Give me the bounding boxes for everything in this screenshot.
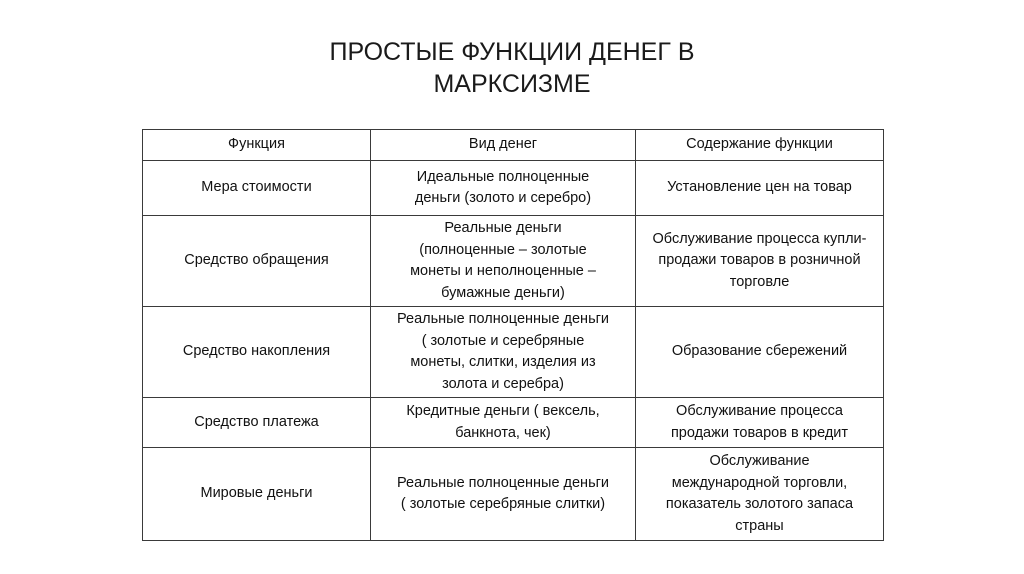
table-header-row [143,130,884,161]
cell-line: продажи товаров в кредит [670,424,849,441]
cell-money-type [371,398,636,448]
header-function: Функция [143,130,371,161]
cell-function: Средство платежа [143,398,371,448]
cell-content [636,307,884,398]
cell-line: (полноценные – золотые [419,241,587,258]
cell-line: бумажные деньги) [441,284,565,301]
table-row [143,161,884,216]
cell-money-type [371,216,636,307]
cell-content [636,161,884,216]
cell-content [636,448,884,541]
cell-line: ( золотые и серебряные [421,332,585,349]
cell-line: золота и серебра) [442,375,564,392]
cell-line: ( золотые серебряные слитки) [400,496,606,512]
cell-line: продажи товаров в розничной [658,252,861,269]
cell-line: монеты и неполноценные – [410,263,596,279]
cell-line: Реальные полноценные деньги [396,311,610,327]
cell-money-type [371,448,636,541]
cell-line: Реальные деньги [444,220,562,236]
cell-line: Реальные полноценные деньги [396,474,610,491]
cell-function: Средство накопления [143,307,371,398]
table-row [143,398,884,448]
table-row [143,216,884,307]
slide-title-line-2: МАРКСИЗМЕ [433,70,591,98]
cell-line: Идеальные полноценные [416,168,590,185]
cell-function: Мировые деньги [143,448,371,541]
cell-line: Обслуживание процесса купли- [652,230,867,247]
cell-function: Средство обращения [143,216,371,307]
cell-line: торговле [729,273,790,290]
table-row [143,307,884,398]
cell-line: международной торговли, [671,474,848,491]
money-functions-table [142,129,884,541]
cell-line: Обслуживание [709,453,810,469]
cell-line: деньги (золото и серебро) [414,190,592,206]
cell-money-type [371,307,636,398]
cell-line: Кредитные деньги ( вексель, [406,403,600,419]
cell-money-type [371,161,636,216]
cell-function: Мера стоимости [143,161,371,216]
cell-line: монеты, слитки, изделия из [410,354,596,370]
header-money-type: Вид денег [371,130,636,161]
cell-line: страны [735,517,784,534]
cell-line: Установление цен на товар [667,179,852,196]
slide-title-line-1: ПРОСТЫЕ ФУНКЦИИ ДЕНЕГ В [329,38,695,66]
cell-line: показатель золотого запаса [665,496,854,512]
cell-content [636,216,884,307]
table-row [143,448,884,541]
cell-line: Обслуживание процесса [676,403,843,419]
header-content: Содержание функции [636,130,884,161]
cell-content [636,398,884,448]
cell-line: банкнота, чек) [455,424,551,441]
cell-line: Образование сбережений [671,343,848,360]
slide-title [0,36,1024,100]
